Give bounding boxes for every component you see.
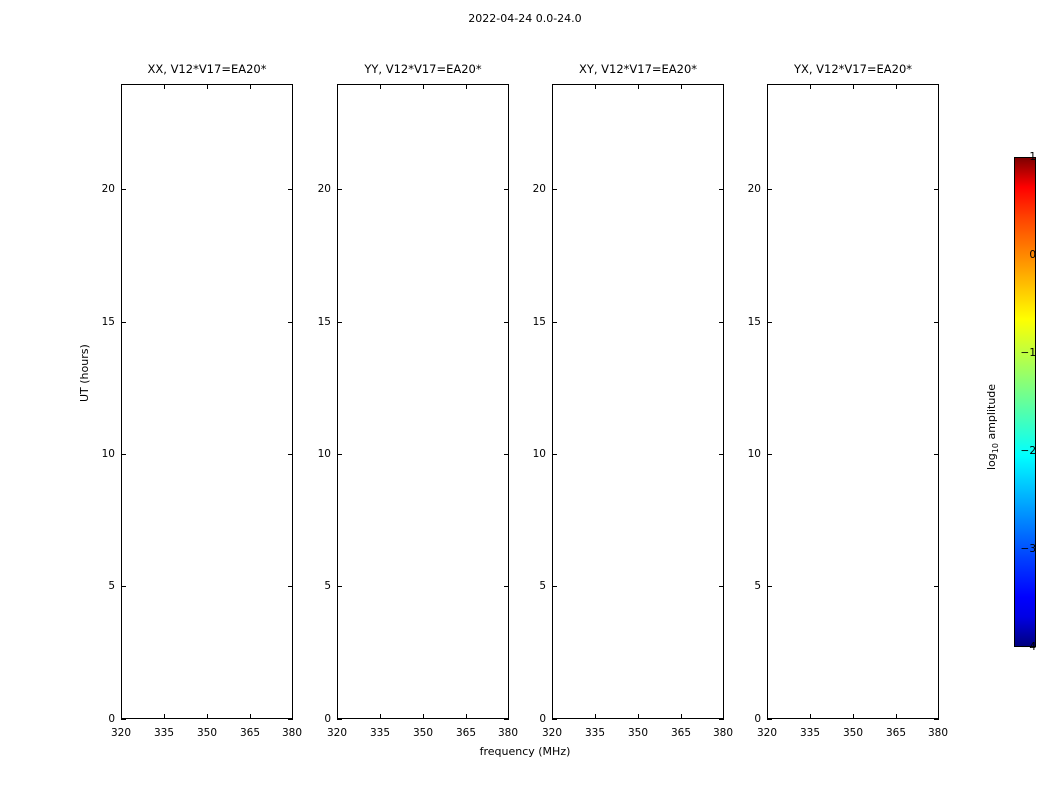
panel-yy bbox=[317, 62, 519, 739]
colorbar-tick-label: −4 bbox=[1020, 641, 1036, 653]
plot-area bbox=[552, 84, 724, 719]
x-tick-label: 350 bbox=[412, 727, 434, 739]
plot-area bbox=[767, 84, 939, 719]
panel-title: XX, V12*V17=EA20* bbox=[147, 62, 267, 76]
x-tick-label: 335 bbox=[153, 727, 175, 739]
x-tick-label: 350 bbox=[842, 727, 864, 739]
y-tick-label: 20 bbox=[747, 183, 761, 195]
x-tick-label: 380 bbox=[497, 727, 519, 739]
y-tick-label: 20 bbox=[532, 183, 546, 195]
panel-xx bbox=[101, 62, 303, 739]
x-tick-label: 380 bbox=[712, 727, 734, 739]
y-tick-label: 20 bbox=[317, 183, 331, 195]
x-tick-label: 380 bbox=[281, 727, 303, 739]
figure-suptitle: 2022-04-24 0.0-24.0 bbox=[468, 12, 582, 25]
x-tick-label: 320 bbox=[326, 727, 348, 739]
y-tick-label: 5 bbox=[324, 580, 331, 592]
colorbar-label-sub: 10 bbox=[991, 443, 1001, 454]
x-tick-label: 320 bbox=[756, 727, 778, 739]
y-axis-label: UT (hours) bbox=[78, 344, 91, 402]
panel-xy bbox=[532, 62, 734, 739]
panel-title: YY, V12*V17=EA20* bbox=[364, 62, 482, 76]
y-tick-label: 15 bbox=[101, 316, 115, 328]
y-tick-label: 0 bbox=[539, 713, 546, 725]
colorbar-tick-label: −3 bbox=[1020, 543, 1036, 555]
x-tick-label: 350 bbox=[627, 727, 649, 739]
x-tick-label: 350 bbox=[196, 727, 218, 739]
y-tick-label: 15 bbox=[747, 316, 761, 328]
y-tick-label: 5 bbox=[754, 580, 761, 592]
x-tick-label: 365 bbox=[455, 727, 477, 739]
plot-area bbox=[121, 84, 293, 719]
x-tick-label: 365 bbox=[239, 727, 261, 739]
x-tick-label: 365 bbox=[885, 727, 907, 739]
colorbar-gradient bbox=[1015, 158, 1035, 646]
y-tick-label: 5 bbox=[108, 580, 115, 592]
y-tick-label: 20 bbox=[101, 183, 115, 195]
panel-yx bbox=[747, 62, 949, 739]
colorbar bbox=[1014, 157, 1036, 647]
colorbar-label-prefix: log bbox=[985, 453, 998, 470]
colorbar-tick-label: −2 bbox=[1020, 445, 1036, 457]
plot-area bbox=[337, 84, 509, 719]
x-tick-label: 380 bbox=[927, 727, 949, 739]
x-tick-label: 335 bbox=[584, 727, 606, 739]
x-tick-label: 365 bbox=[670, 727, 692, 739]
y-tick-label: 10 bbox=[532, 448, 546, 460]
y-tick-label: 15 bbox=[317, 316, 331, 328]
y-tick-label: 0 bbox=[324, 713, 331, 725]
x-tick-label: 335 bbox=[799, 727, 821, 739]
y-tick-label: 10 bbox=[101, 448, 115, 460]
y-tick-label: 5 bbox=[539, 580, 546, 592]
x-tick-label: 335 bbox=[369, 727, 391, 739]
panel-title: XY, V12*V17=EA20* bbox=[578, 62, 698, 76]
panel-title: YX, V12*V17=EA20* bbox=[793, 62, 913, 76]
y-tick-label: 0 bbox=[754, 713, 761, 725]
y-tick-label: 15 bbox=[532, 316, 546, 328]
y-tick-label: 10 bbox=[747, 448, 761, 460]
colorbar-tick-label: 0 bbox=[1029, 249, 1036, 261]
colorbar-tick-label: −1 bbox=[1020, 347, 1036, 359]
y-tick-label: 0 bbox=[108, 713, 115, 725]
colorbar-label bbox=[985, 384, 1000, 470]
x-tick-label: 320 bbox=[110, 727, 132, 739]
colorbar-tick-label: 1 bbox=[1029, 151, 1036, 163]
x-axis-label: frequency (MHz) bbox=[479, 745, 571, 758]
colorbar-label-suffix: amplitude bbox=[985, 383, 998, 444]
y-tick-label: 10 bbox=[317, 448, 331, 460]
x-tick-label: 320 bbox=[541, 727, 563, 739]
